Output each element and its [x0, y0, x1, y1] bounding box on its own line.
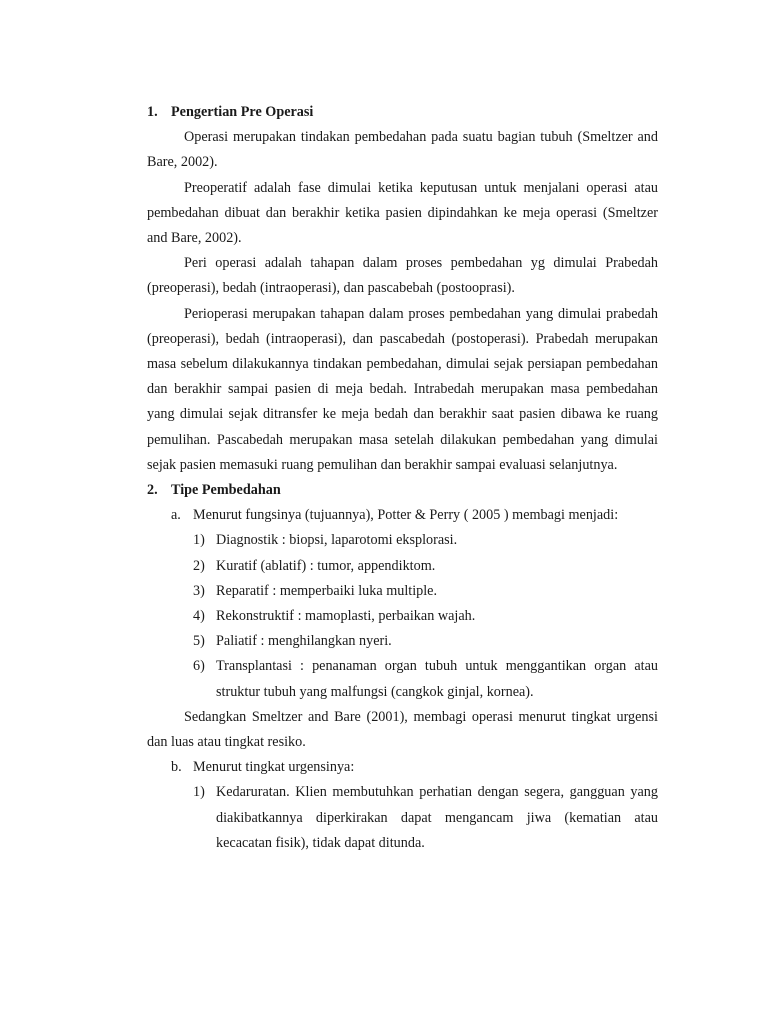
paragraph: Operasi merupakan tindakan pembedahan pada suatu bagian tubuh (Smeltzer and Bare, 2002). [147, 129, 658, 171]
section-1-heading [147, 100, 658, 125]
list-item [147, 528, 658, 553]
paragraph: Sedangkan Smeltzer and Bare (2001), membagi operasi menurut tingkat urgensi dan luas atau tingkat resiko. [147, 708, 658, 751]
list-text: Transplantasi : penanaman organ tubuh untuk menggantikan organ atau struktur tubuh yang malfungsi (cangkok ginjal, kornea). [216, 658, 658, 700]
list-number: 5) [193, 633, 205, 650]
list-text: Kuratif (ablatif) : tumor, appendiktom. [216, 557, 436, 574]
list-item [147, 629, 658, 654]
paragraph: Perioperasi merupakan tahapan dalam proses pembedahan yang dimulai prabedah (preoperasi), bedah (intraoperasi), dan pascabedah (postoperasi). Prabedah merupakan masa sebelum dilakukannya tindakan pembedahan, dimulai sejak persiapan pembedahan dan berakhir sampai pasien di meja bedah. Intrabedah merupakan masa pembedahan yang dimulai sejak ditransfer ke meja bedah dan berakhir saat pasien dibawa ke ruang pemulihan. Pascabedah merupakan masa setelah dilakukan pembedahan yang dimulai sejak pasien memasuki ruang pemulihan dan berakhir sampai evaluasi selanjutnya. [147, 305, 658, 473]
section-2-title: Tipe Pembedahan [171, 482, 281, 499]
list-label: a. [171, 507, 181, 524]
list-number: 3) [193, 582, 205, 599]
list-text: Menurut fungsinya (tujuannya), Potter & Perry ( 2005 ) membagi menjadi: [193, 507, 619, 524]
document-body [147, 100, 658, 856]
list-text: Reparatif : memperbaiki luka multiple. [216, 582, 438, 599]
list-number: 1) [193, 532, 205, 549]
list-item-b [147, 755, 658, 780]
list-item [147, 579, 658, 604]
list-item [147, 554, 658, 579]
list-text: Rekonstruktif : mamoplasti, perbaikan wajah. [216, 608, 476, 625]
list-text: Kedaruratan. Klien membutuhkan perhatian dengan segera, gangguan yang diakibatkannya diperkirakan dapat mengancam jiwa (kematian atau kecacatan fisik), tidak dapat ditunda. [216, 784, 658, 851]
section-2-number: 2. [147, 482, 158, 499]
list-number: 4) [193, 608, 205, 625]
list-item [147, 604, 658, 629]
paragraph: Peri operasi adalah tahapan dalam proses pembedahan yg dimulai Prabedah (preoperasi), bedah (intraoperasi), dan pascabebah (postooprasi). [147, 255, 658, 297]
list-item [147, 780, 658, 856]
list-label: b. [171, 759, 182, 776]
section-1-title: Pengertian Pre Operasi [171, 104, 314, 120]
list-item [147, 654, 658, 704]
list-text: Menurut tingkat urgensinya: [193, 759, 355, 776]
list-number: 2) [193, 557, 205, 574]
list-text: Paliatif : menghilangkan nyeri. [216, 633, 392, 650]
list-number: 1) [193, 784, 205, 801]
section-2-heading [147, 478, 658, 503]
list-item-a [147, 503, 658, 528]
paragraph: Preoperatif adalah fase dimulai ketika keputusan untuk menjalani operasi atau pembedahan dibuat dan berakhir ketika pasien dipindahkan ke meja operasi (Smeltzer and Bare, 2002). [147, 179, 658, 246]
list-text: Diagnostik : biopsi, laparotomi eksplorasi. [216, 532, 458, 549]
list-number: 6) [193, 658, 205, 675]
section-1-number: 1. [147, 104, 158, 120]
